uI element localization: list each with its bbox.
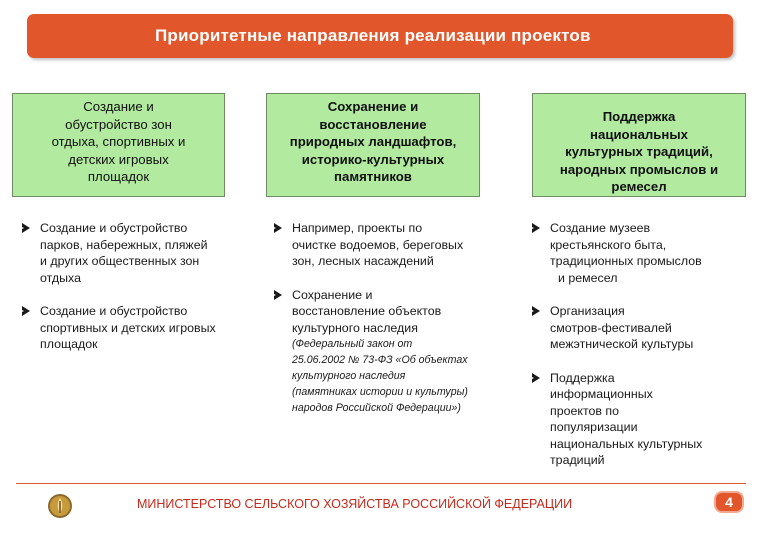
item-line: очистке водоемов, береговых <box>292 237 464 252</box>
arrow-bullet-icon <box>532 223 540 233</box>
item-line: национальных культурных <box>550 436 703 451</box>
item-line: проектов по <box>550 403 619 418</box>
category-box-recreation <box>12 93 225 197</box>
column-recreation-list <box>20 220 250 370</box>
box-line: Поддержка <box>602 109 676 124</box>
item-line: Организация <box>550 304 625 318</box>
law-reference-line: народов Российской Федерации») <box>292 402 461 414</box>
item-line: Сохранение и <box>292 287 373 302</box>
item-line: Создание музеев <box>550 221 651 235</box>
item-line: Например, проекты по <box>292 221 423 235</box>
box-line: национальных <box>590 126 688 142</box>
page-number-badge: 4 <box>714 491 744 513</box>
box-line: детских игровых <box>68 151 169 167</box>
arrow-bullet-icon <box>274 290 282 300</box>
law-reference-line: 25.06.2002 № 73-ФЗ «Об объектах <box>292 354 468 366</box>
box-line: Сохранение и <box>327 99 419 114</box>
footer-divider <box>16 483 746 484</box>
list-item <box>20 220 250 286</box>
item-line: межэтнической культуры <box>550 337 694 351</box>
arrow-bullet-icon <box>532 373 540 383</box>
box-line: Создание и <box>83 99 154 114</box>
category-box-traditions <box>532 93 746 197</box>
item-line: крестьянского быта, <box>550 237 667 252</box>
list-item <box>530 370 745 469</box>
list-item <box>272 287 512 417</box>
item-line: восстановление объектов <box>292 304 442 318</box>
ministry-emblem-icon <box>47 493 73 519</box>
arrow-bullet-icon <box>532 306 540 316</box>
law-reference-line: (памятниках истории и культуры) <box>292 386 468 398</box>
item-line: информационных <box>550 387 653 401</box>
arrow-bullet-icon <box>22 223 30 233</box>
item-line: популяризации <box>550 420 638 434</box>
box-line: народных промыслов и <box>559 161 719 177</box>
law-reference-line: (Федеральный закон от <box>292 338 413 350</box>
box-line: обустройство зон <box>65 116 172 132</box>
item-line: площадок <box>40 337 98 351</box>
item-line: отдыха <box>40 270 81 285</box>
item-line: парков, набережных, пляжей <box>40 237 208 252</box>
box-line: отдыха, спортивных и <box>51 134 186 149</box>
arrow-bullet-icon <box>274 223 282 233</box>
item-line: смотров-фестивалей <box>550 320 672 335</box>
list-item <box>20 303 250 353</box>
category-box-landscape <box>266 93 480 197</box>
box-line: природных ландшафтов, <box>289 134 457 149</box>
box-line: ремесел <box>611 179 667 194</box>
arrow-bullet-icon <box>22 306 30 316</box>
item-line: Поддержка <box>550 370 615 385</box>
item-line: традиций <box>550 453 605 467</box>
item-line: культурного наследия <box>292 320 418 335</box>
item-line: зон, лесных насаждений <box>292 254 434 268</box>
box-line: историко-культурных <box>301 151 445 167</box>
column-traditions-list <box>530 220 745 486</box>
item-line: спортивных и детских игровых <box>40 320 216 335</box>
item-line: Создание и обустройство <box>40 221 188 235</box>
box-line: восстановление <box>319 116 427 132</box>
column-landscape-list <box>272 220 512 433</box>
title-banner <box>27 14 733 58</box>
box-line: площадок <box>87 169 150 184</box>
box-line: культурных традиций, <box>565 144 713 159</box>
page-title: Приоритетные направления реализации проектов <box>155 26 591 45</box>
ministry-name: МИНИСТЕРСТВО СЕЛЬСКОГО ХОЗЯЙСТВА РОССИЙСКОЙ ФЕДЕРАЦИИ <box>137 497 573 511</box>
list-item <box>530 303 745 353</box>
law-reference-line: культурного наследия <box>292 370 406 382</box>
item-line: и других общественных зон <box>40 254 200 268</box>
list-item <box>530 220 745 286</box>
item-line: и ремесел <box>558 270 618 285</box>
item-line: Создание и обустройство <box>40 304 188 318</box>
box-line: памятников <box>334 169 412 184</box>
list-item <box>272 220 512 270</box>
item-line: традиционных промыслов <box>550 254 702 268</box>
